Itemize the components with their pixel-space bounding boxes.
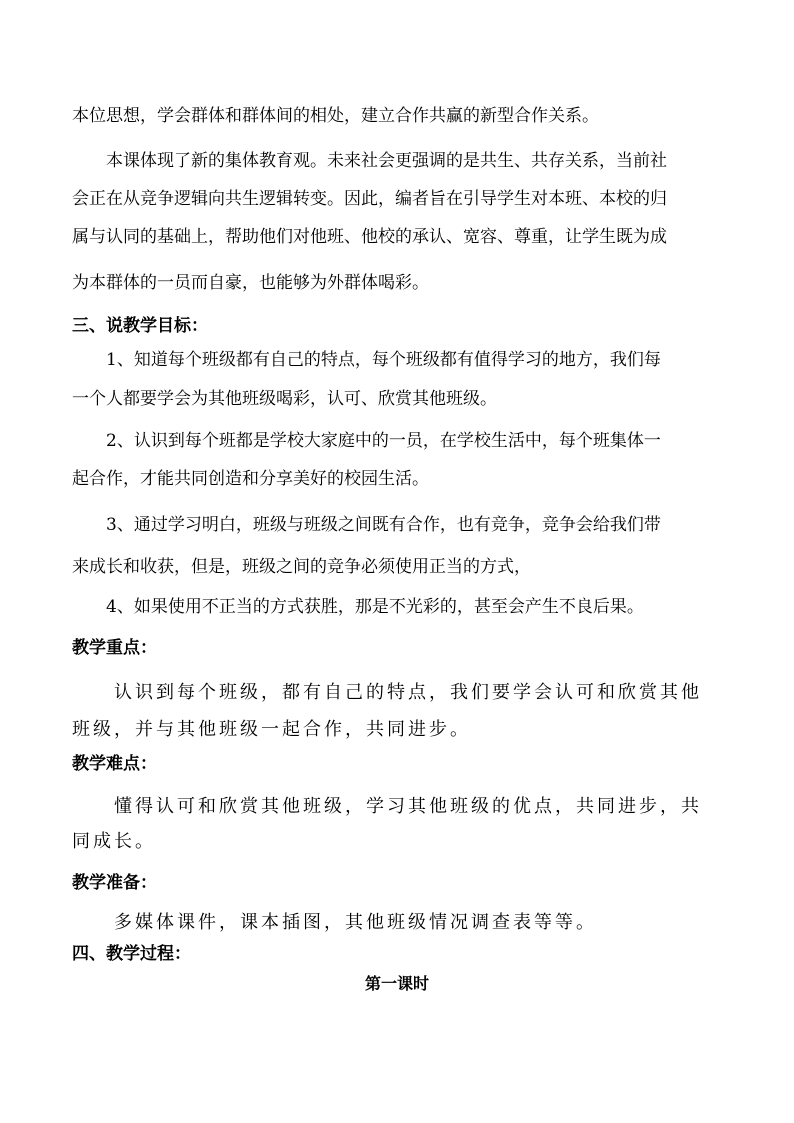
- goal-line: 来成长和收获，但是，班级之间的竞争必须使用正当的方式，: [72, 557, 531, 577]
- goal-line: 1、知道每个班级都有自己的特点，每个班级都有值得学习的地方，我们每: [106, 350, 661, 370]
- goal-line: 4、如果使用不正当的方式获胜，那是不光彩的，甚至会产生不良后果。: [106, 597, 644, 617]
- paragraph-line: 属与认同的基础上，帮助他们对他班、他校的承认、宽容、尊重，让学生既为成: [72, 227, 667, 247]
- key-points-line: 认识到每个班级，都有自己的特点，我们要学会认可和欣赏其他: [114, 682, 702, 703]
- lesson-subtitle: 第一课时: [364, 974, 429, 993]
- section-heading-process: 四、教学过程：: [72, 944, 191, 964]
- paragraph-line: 会正在从竞争逻辑向共生逻辑转变。因此，编者旨在引导学生对本班、本校的归: [72, 189, 667, 209]
- key-points-line: 班级，并与其他班级一起合作，共同进步。: [72, 719, 471, 740]
- goal-line: 2、认识到每个班都是学校大家庭中的一员，在学校生活中，每个班集体一: [106, 431, 661, 451]
- difficulties-heading: 教学难点：: [72, 754, 157, 774]
- goal-line: 3、通过学习明白，班级与班级之间既有合作，也有竞争，竞争会给我们带: [106, 515, 661, 535]
- difficulties-line: 同成长。: [72, 831, 156, 852]
- section-heading-goals: 三、说教学目标：: [72, 316, 208, 336]
- paragraph-line: 本课体现了新的集体教育观。未来社会更强调的是共生、共存关系，当前社: [106, 151, 667, 171]
- key-points-heading: 教学重点：: [72, 638, 157, 658]
- preparation-line: 多媒体课件，课本插图，其他班级情况调查表等等。: [114, 912, 597, 933]
- preparation-heading: 教学准备：: [72, 873, 157, 893]
- paragraph-line: 本位思想，学会群体和群体间的相处，建立合作共赢的新型合作关系。: [72, 106, 599, 126]
- paragraph-line: 为本群体的一员而自豪，也能够为外群体喝彩。: [72, 273, 429, 293]
- goal-line: 起合作，才能共同创造和分享美好的校园生活。: [72, 469, 429, 489]
- difficulties-line: 懂得认可和欣赏其他班级，学习其他班级的优点，共同进步，共: [114, 796, 702, 817]
- goal-line: 一个人都要学会为其他班级喝彩，认可、欣赏其他班级。: [72, 389, 497, 409]
